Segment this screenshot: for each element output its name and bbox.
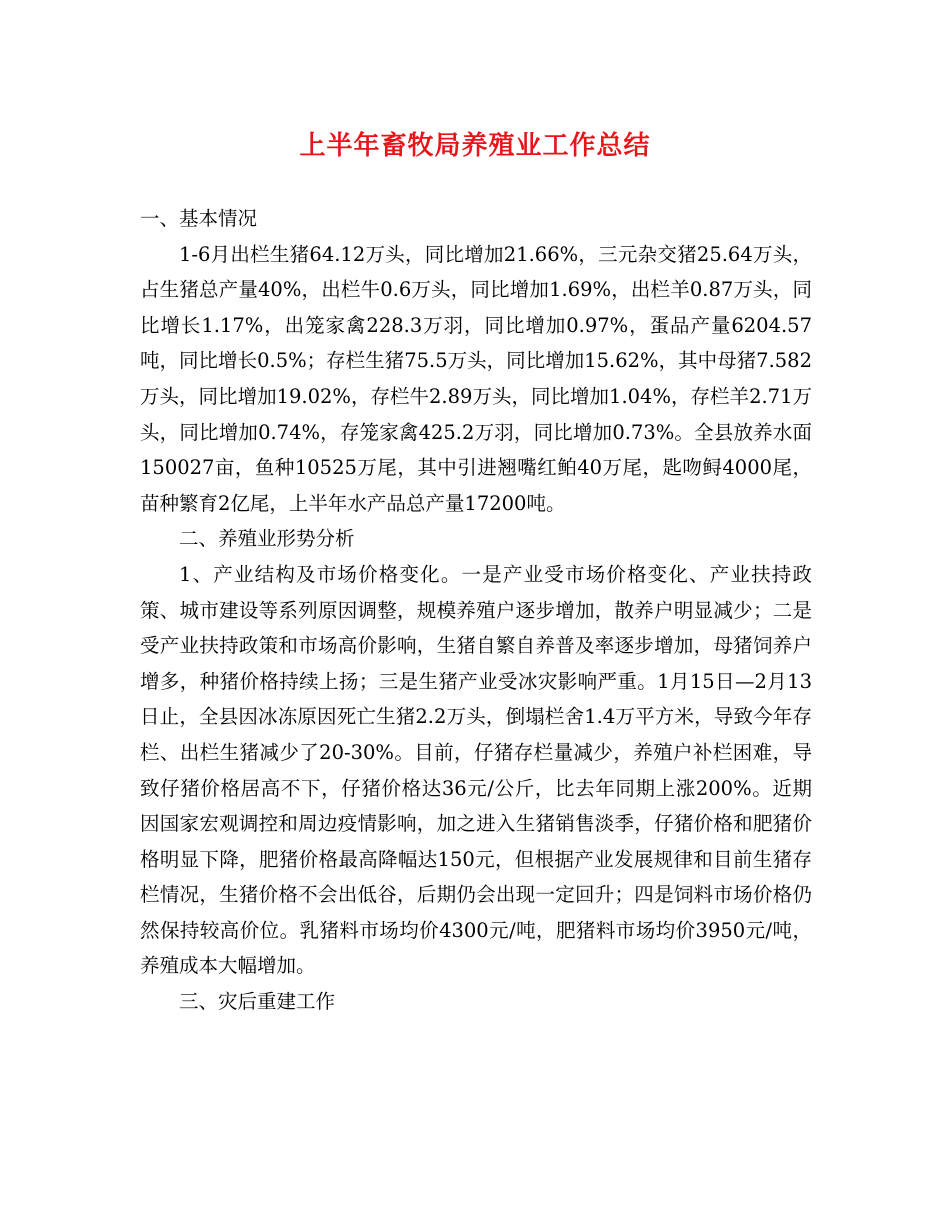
document-body [140, 201, 812, 1020]
section-heading-basic-situation: 一、基本情况 [140, 207, 258, 230]
document-title: 上半年畜牧局养殖业工作总结 [299, 131, 651, 161]
section-heading-reconstruction: 三、灾后重建工作 [179, 990, 336, 1014]
paragraph-basic-situation: 1-6月出栏生猪64.12万头，同比增加21.66%，三元杂交猪25.64万头，占生猪总产量40%，出栏牛0.6万头，同比增加1.69%，出栏羊0.87万头，同比增长1.17%，出笼家禽228.3万羽，同比增加0.97%，蛋品产量6204.57吨，同比增长0.5%；存栏生猪75.5万头，同比增加15.62%，其中母猪7.582万头，同比增加19.02%，存栏牛2.89万头，同比增加1.04%，存栏羊2.71万头，同比增加0.74%，存笼家禽425.2万羽，同比增加0.73%。全县放养水面150027亩，鱼种10525万尾，其中引进翘嘴红鲌40万尾，匙吻鲟4000尾，苗种繁育2亿尾，上半年水产品总产量17200吨。 [140, 242, 812, 515]
section-heading-situation-analysis: 二、养殖业形势分析 [179, 527, 355, 551]
paragraph-market-analysis: 1、产业结构及市场价格变化。一是产业受市场价格变化、产业扶持政策、城市建设等系列原因调整，规模养殖户逐步增加，散养户明显减少；二是受产业扶持政策和市场高价影响，生猪自繁自养普及率逐步增加，母猪饲养户增多，种猪价格持续上扬；三是生猪产业受冰灾影响严重。1月15日—2月13日止，全县因冰冻原因死亡生猪2.2万头，倒塌栏舍1.4万平方米，导致今年存栏、出栏生猪减少了20-30%。目前，仔猪存栏量减少，养殖户补栏困难，导致仔猪价格居高不下，仔猪价格达36元/公斤，比去年同期上涨200%。近期因国家宏观调控和周边疫情影响，加之进入生猪销售淡季，仔猪价格和肥猪价格明显下降，肥猪价格最高降幅达150元，但根据产业发展规律和目前生猪存栏情况，生猪价格不会出低谷，后期仍会出现一定回升；四是饲料市场价格仍然保持较高价位。乳猪料市场均价4300元/吨，肥猪料市场均价3950元/吨，养殖成本大幅增加。 [140, 562, 812, 978]
